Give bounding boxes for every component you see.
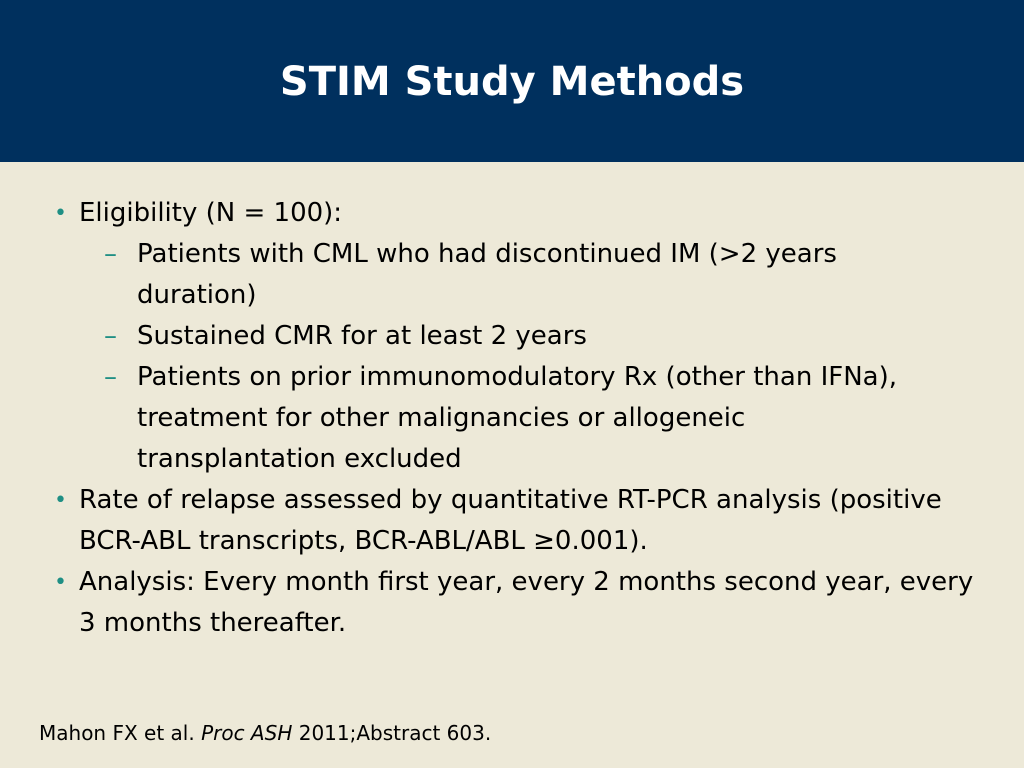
dash-icon: – — [104, 321, 117, 351]
sub-bullet — [0, 357, 917, 480]
citation-details: 2011;Abstract 603. — [298, 721, 492, 745]
slide-content — [0, 193, 1024, 644]
citation — [39, 720, 491, 746]
dash-icon: – — [104, 239, 117, 269]
sub-bullet-text: Patients with CML who had discontinued IM (>2 years duration) — [137, 239, 837, 310]
citation-journal: Proc ASH — [201, 721, 293, 745]
sub-bullet-text: Sustained CMR for at least 2 years — [137, 321, 587, 351]
sub-bullet — [0, 234, 917, 316]
bullet-dot-icon: • — [54, 201, 67, 226]
bullet-text: Analysis: Every month first year, every 2 months second year, every 3 months thereafter. — [79, 567, 974, 638]
title-bar — [0, 0, 1024, 162]
citation-authors: Mahon FX et al. — [39, 721, 195, 745]
bullet-dot-icon: • — [54, 570, 67, 595]
bullet-text: Eligibility (N = 100): — [79, 198, 343, 228]
bullet-dot-icon: • — [54, 488, 67, 513]
dash-icon: – — [104, 362, 117, 392]
sub-bullet-text: Patients on prior immunomodulatory Rx (other than IFNa), treatment for other malignancies or allogeneic transplantation excluded — [137, 362, 897, 474]
bullet-analysis — [0, 562, 984, 644]
bullet-eligibility — [0, 193, 984, 234]
slide-title: STIM Study Methods — [279, 59, 745, 105]
sub-bullet — [0, 316, 917, 357]
bullet-text: Rate of relapse assessed by quantitative RT-PCR analysis (positive BCR-ABL transcripts, BCR-ABL/ABL ≥0.001). — [79, 485, 942, 556]
bullet-relapse — [0, 480, 984, 562]
